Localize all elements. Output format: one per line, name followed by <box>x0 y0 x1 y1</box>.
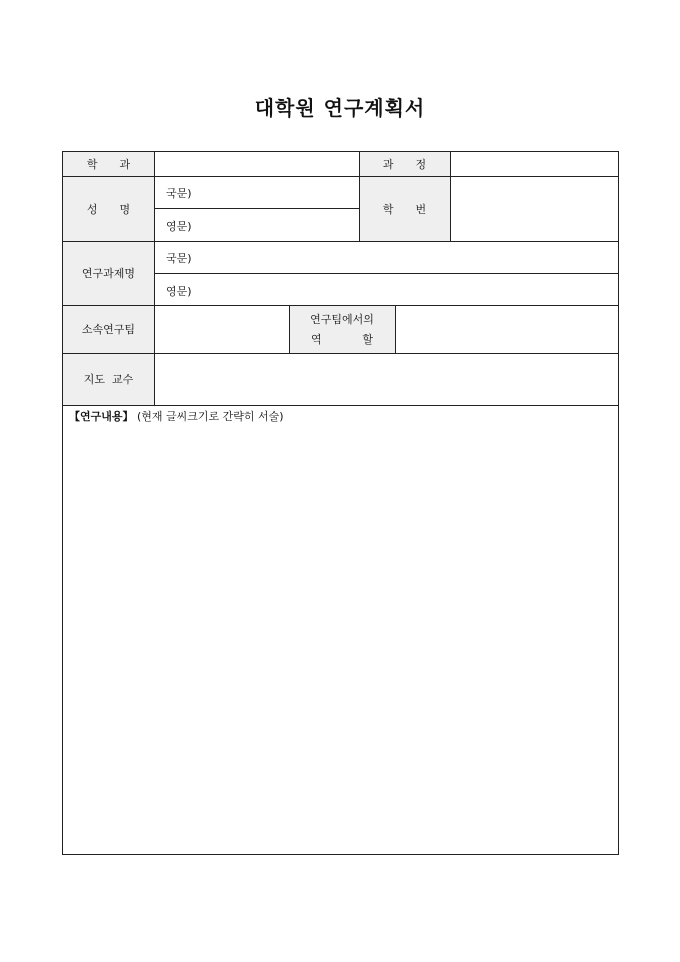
grid-line <box>154 273 618 274</box>
name-korean-label: 국문) <box>166 187 192 200</box>
team-role-label-line1: 연구팀에서의 <box>310 313 374 326</box>
advisor-value[interactable] <box>154 353 618 405</box>
advisor-label-cell <box>63 353 154 405</box>
grid-line <box>395 305 396 353</box>
student-no-label-cell <box>359 176 450 241</box>
research-team-label: 소속연구팀 <box>81 323 136 336</box>
name-label-cell <box>63 176 154 241</box>
student-no-label-a: 학 <box>382 202 394 216</box>
grid-line <box>63 405 618 406</box>
dept-label-cell <box>63 152 154 176</box>
student-no-label-b: 번 <box>415 202 427 216</box>
team-role-value[interactable] <box>395 305 618 353</box>
dept-value[interactable] <box>154 152 359 176</box>
research-team-label-cell <box>63 305 154 353</box>
grid-line <box>289 305 290 353</box>
course-label-b: 정 <box>415 158 427 171</box>
research-content-area[interactable] <box>63 405 618 854</box>
research-title-english-label: 영문) <box>166 285 192 298</box>
course-label-a: 과 <box>382 158 394 171</box>
dept-label-a: 학 <box>86 158 98 171</box>
name-label-b: 명 <box>119 202 131 216</box>
team-role-label-cell <box>289 305 395 353</box>
name-english-field[interactable] <box>154 208 359 241</box>
grid-line <box>63 241 618 242</box>
research-title-english-field[interactable] <box>154 273 618 305</box>
research-title-label-cell <box>63 241 154 305</box>
grid-line <box>63 353 618 354</box>
grid-line <box>63 305 618 306</box>
team-role-label-b: 할 <box>362 333 373 346</box>
research-title-label: 연구과제명 <box>81 267 136 280</box>
research-title-korean-field[interactable] <box>154 241 618 273</box>
research-plan-form <box>62 151 619 855</box>
advisor-label: 지도 교수 <box>83 373 134 386</box>
dept-label-b: 과 <box>119 158 131 171</box>
grid-line <box>450 152 451 241</box>
grid-line <box>63 176 618 177</box>
name-korean-field[interactable] <box>154 176 359 208</box>
team-role-label-a: 역 <box>311 333 322 346</box>
student-no-value[interactable] <box>450 176 618 241</box>
name-english-label: 영문) <box>166 220 192 233</box>
grid-line <box>359 152 360 241</box>
name-label-a: 성 <box>86 202 98 216</box>
course-value[interactable] <box>450 152 618 176</box>
content-heading: 【연구내용】 <box>69 410 134 423</box>
research-title-korean-label: 국문) <box>166 252 192 265</box>
content-note: (현재 글씨크기로 간략히 서술) <box>137 410 284 423</box>
course-label-cell <box>359 152 450 176</box>
grid-line <box>154 208 359 209</box>
document-title: 대학원 연구계획서 <box>254 96 426 120</box>
research-team-value[interactable] <box>154 305 289 353</box>
grid-line <box>154 152 155 405</box>
